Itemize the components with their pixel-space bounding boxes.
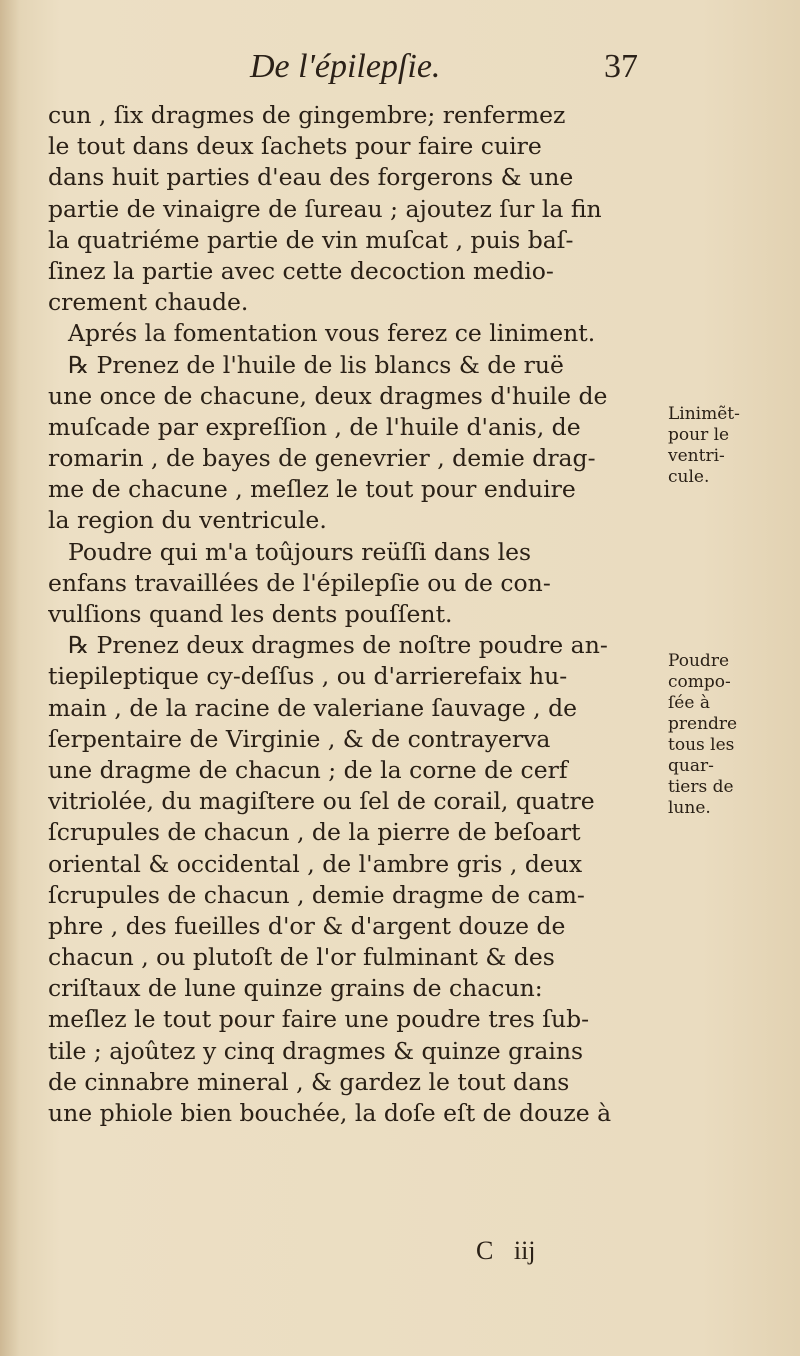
text-line: Aprés la fomentation vous ferez ce liniment.: [68, 319, 596, 348]
text-line: me de chacune , meſlez le tout pour enduire: [48, 475, 576, 504]
text-line: le tout dans deux ſachets pour faire cuire: [48, 132, 542, 161]
text-line: oriental & occidental , de l'ambre gris , deux: [48, 849, 583, 878]
margin-note-line: cule.: [668, 467, 710, 487]
margin-note-line: Poudre: [668, 651, 730, 671]
text-line: la quatriéme partie de vin muſcat , puis baſ-: [48, 225, 574, 254]
margin-note-line: compo-: [668, 672, 731, 692]
margin-note-line: Linimẽt-: [668, 404, 740, 424]
text-line: romarin , de bayes de genevrier , demie drag-: [48, 444, 596, 473]
text-line: meſlez le tout pour faire une poudre tres ſub-: [48, 1005, 590, 1034]
text-line: une phiole bien bouchée, la doſe eſt de douze à: [48, 1099, 612, 1127]
text-line: enfans travaillées de l'épilepſie ou de con-: [48, 568, 551, 597]
text-line: une once de chacune, deux dragmes d'huile de: [48, 381, 608, 410]
running-head: [0, 48, 800, 98]
recipe-line: ℞ Prenez deux dragmes de noſtre poudre an-: [68, 631, 608, 660]
text-line: une dragme de chacun ; de la corne de cerf: [48, 755, 568, 784]
text-line: ſcrupules de chacun , demie dragme de cam-: [48, 880, 585, 909]
margin-note-line: pour le: [668, 425, 730, 445]
text-line: partie de vinaigre de ſureau ; ajoutez ſur la fin: [48, 194, 602, 223]
page-number: 37: [604, 48, 638, 85]
margin-note-line: prendre: [668, 714, 738, 734]
text-line: la region du ventricule.: [48, 506, 327, 535]
margin-note-line: ſée à: [668, 693, 710, 713]
margin-note-line: ventri-: [668, 446, 725, 466]
text-line: Poudre qui m'a toûjours reüſſi dans les: [68, 537, 532, 566]
text-line: chacun , ou plutoſt de l'or fulminant & des: [48, 943, 555, 972]
text-line: vulſions quand les dents pouſſent.: [48, 600, 453, 628]
margin-note-liniment: [668, 404, 740, 488]
text-line: cun , ſix dragmes de gingembre; renfermez: [48, 101, 566, 129]
text-line: dans huit parties d'eau des forgerons & une: [48, 163, 574, 192]
margin-note-line: lune.: [668, 798, 711, 818]
running-title: De l'épilepſie.: [250, 48, 441, 85]
text-line: criſtaux de lune quinze grains de chacun:: [48, 974, 543, 1003]
text-line: main , de la racine de valeriane ſauvage , de: [48, 693, 578, 722]
text-line: crement chaude.: [48, 288, 249, 317]
body-text: [48, 100, 668, 1129]
text-line: phre , des fueilles d'or & d'argent douze de: [48, 911, 566, 940]
text-line: vitriolée, du magiſtere ou ſel de corail, quatre: [48, 787, 595, 816]
margin-note-line: tous les: [668, 735, 735, 755]
recipe-line: ℞ Prenez de l'huile de lis blancs & de ruë: [68, 350, 564, 379]
margin-note-poudre: [668, 651, 737, 819]
text-line: tile ; ajoûtez y cinq dragmes & quinze grains: [48, 1036, 584, 1065]
margin-note-line: quar-: [668, 756, 714, 776]
text-line: tiepileptique cy-deſſus , ou d'arrierefaix hu-: [48, 662, 568, 691]
text-line: muſcade par expreſſion , de l'huile d'anis, de: [48, 412, 581, 441]
text-line: ſinez la partie avec cette decoction medio-: [48, 256, 554, 285]
margin-note-line: tiers de: [668, 777, 734, 797]
text-line: de cinnabre mineral , & gardez le tout dans: [48, 1067, 570, 1096]
text-line: ſcrupules de chacun , de la pierre de beſoart: [48, 818, 581, 847]
signature-mark: C iij: [476, 1236, 536, 1265]
text-line: ſerpentaire de Virginie , & de contrayerva: [48, 724, 551, 753]
